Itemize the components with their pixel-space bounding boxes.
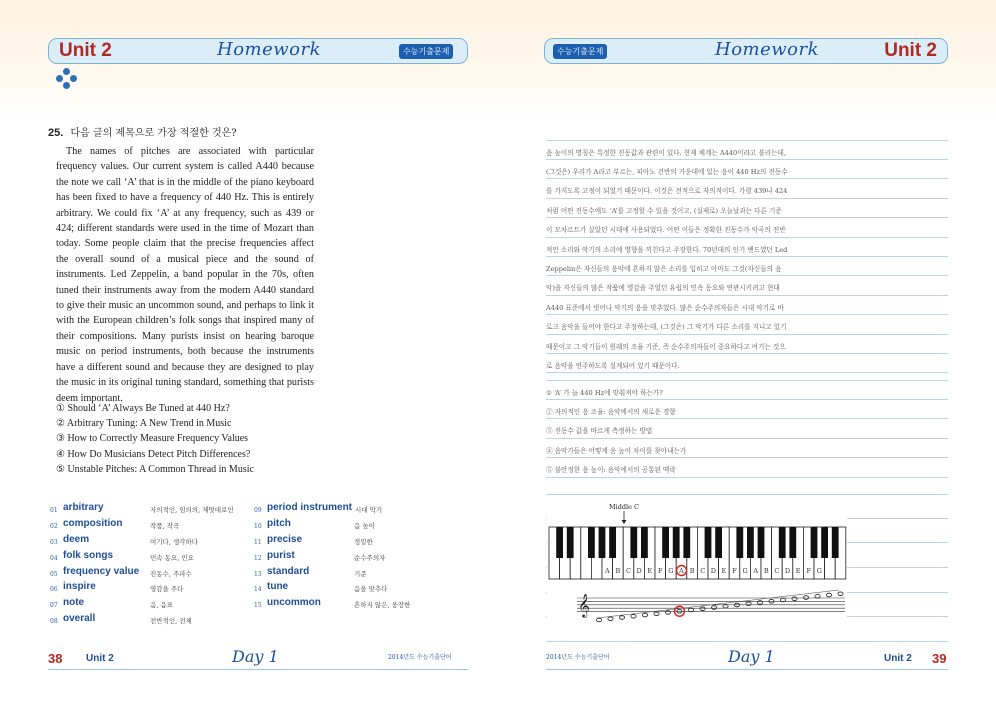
footer-day: Day 1	[232, 647, 279, 666]
black-key	[588, 527, 595, 558]
key-labels	[604, 566, 822, 576]
key-label: F	[732, 567, 737, 575]
vocab-row	[252, 550, 452, 566]
vocab-word: precise	[267, 533, 303, 545]
right-header	[544, 38, 948, 64]
vocab-word: note	[63, 597, 85, 609]
left-header	[48, 38, 468, 64]
vocab-meaning: 자의적인, 임의의, 제멋대로인	[150, 506, 234, 514]
black-key	[556, 527, 563, 558]
vocab-meaning: 음, 음표	[150, 601, 173, 610]
answer-translation: ② 자의적인 음 조율: 음악에서의 새로운 경향	[546, 400, 948, 420]
section-badge: 수능기출문제	[399, 44, 453, 59]
vocab-column-1	[48, 502, 248, 629]
translation-block	[546, 140, 948, 373]
note-head-icon	[792, 597, 797, 601]
footer-unit: Unit 2	[86, 653, 114, 664]
translation-line: 때문이고 그 악기들이 원래의 조율 기준, 즉 순수주의자들이 중요하다고 여기는 것으	[546, 335, 948, 354]
translation-line: A440 표준에서 벗어나 악기의 음을 맞추었다. 많은 순수주의자들은 시대 악기로 바	[546, 296, 948, 315]
key-label: G	[742, 567, 748, 575]
translation-line: 로 음악을 연주하도록 설계되어 있기 때문이다.	[546, 354, 948, 373]
vocab-word: period instrument	[267, 502, 353, 513]
option-2[interactable]: ② Arbitrary Tuning: A New Trend in Music	[56, 418, 232, 430]
key-label: C	[626, 567, 631, 575]
music-staff	[577, 590, 845, 622]
translation-line: 음 높이의 명칭은 특정한 진동값과 관련이 있다. 현재 체계는 A440이라고 불리는데,	[546, 140, 948, 160]
black-key	[609, 527, 616, 558]
answer-translations	[546, 380, 948, 478]
footer-divider	[48, 669, 468, 670]
vocab-meaning: 시대 악기	[355, 506, 383, 514]
option-3[interactable]: ③ How to Correctly Measure Frequency Values	[56, 433, 249, 445]
footer-divider	[546, 669, 948, 670]
vocab-number: 11	[254, 538, 262, 546]
vocab-meaning: 흔하지 않은, 웅장한	[354, 601, 411, 610]
key-label: C	[774, 567, 780, 575]
vocab-word: composition	[63, 517, 123, 529]
passage-text: The names of pitches are associated with particular frequency values. Our current system is called A440 because the note we call ‘A’ that is in the middle of the piano keyboard has been fixed to have a frequency of 440 Hz. This is entirely arbitrary. We could fix ‘A’ at any frequency, such as 439 or 424; different standards were used in the time of Mozart than today. Some people claim that the precise frequencies affect the overall sound of a musical piece and the sound of instruments. Led Zeppelin, a band popular in the 70s, often tuned their instruments away from the modern A440 standard to give their music an uncommon sound, and perhaps to link it with the European children’s folk songs that inspired many of their compositions. Many purists insist on hearing baroque music on period instruments, both because the instruments have a different sound and because they are designed to play the music in its original tuning standard, something that purists deem important.	[56, 146, 314, 404]
footer-unit: Unit 2	[884, 653, 912, 664]
vocab-row	[48, 518, 248, 534]
vocab-row	[48, 581, 248, 597]
vocab-row	[48, 502, 248, 518]
unit-title: Unit 2	[884, 40, 937, 61]
black-key	[673, 527, 680, 558]
vocab-number: 10	[254, 522, 262, 530]
black-key	[779, 527, 786, 558]
reading-passage	[56, 144, 314, 406]
page-number: 39	[932, 651, 947, 666]
section-badge: 수능기출문제	[553, 44, 607, 59]
note-head-icon	[596, 618, 601, 622]
vocab-word: overall	[63, 613, 96, 625]
middle-c-label: Middle C	[609, 503, 640, 511]
vocab-number: 06	[50, 586, 58, 594]
option-5[interactable]: ⑤ Unstable Pitches: A Common Thread in Music	[56, 463, 254, 475]
vocab-row	[252, 597, 452, 613]
option-4[interactable]: ④ How Do Musicians Detect Pitch Differences?	[56, 448, 251, 460]
key-label: B	[615, 567, 621, 575]
note-head-icon	[642, 613, 647, 617]
vocab-word: inspire	[63, 581, 96, 593]
vocab-number: 05	[50, 570, 58, 578]
answer-translation: ③ 진동수 값을 바르게 측정하는 방법	[546, 419, 948, 439]
vocab-meaning: 전반적인, 전체	[150, 617, 192, 626]
key-label: G	[668, 567, 674, 575]
translation-line: 악)을 자신들의 많은 작품에 영감을 주었던 유럽의 민속 동요와 연관시키려고 현대	[546, 276, 948, 295]
vocab-number: 07	[50, 602, 58, 610]
footer-book-title: 2014년도 수능기출단어	[546, 654, 610, 661]
vocab-word: standard	[267, 565, 310, 577]
key-label: E	[721, 567, 727, 575]
key-label: D	[636, 567, 642, 575]
option-1[interactable]: ① Should ‘A’ Always Be Tuned at 440 Hz?	[56, 403, 230, 414]
page-number: 38	[48, 651, 63, 666]
translation-line: 이 모차르트가 살았던 시대에 사용되었다. 어떤 이들은 정확한 진동수가 악곡의 전반	[546, 218, 948, 237]
dots-ornament-icon	[54, 68, 80, 90]
vocab-row	[48, 550, 248, 566]
vocab-number: 12	[254, 554, 262, 562]
note-head-icon	[711, 606, 716, 610]
key-label: F	[658, 567, 663, 575]
black-key	[736, 527, 743, 558]
vocab-meaning: 음을 맞추다	[354, 585, 388, 594]
vocab-number: 02	[50, 522, 58, 530]
vocab-row	[252, 502, 452, 518]
question-text: 다음 글의 제목으로 가장 적절한 것은?	[70, 128, 237, 139]
black-key	[599, 527, 606, 558]
key-label: A	[753, 567, 759, 575]
vocab-row	[252, 534, 452, 550]
highlight-circle-icon	[675, 606, 685, 616]
note-head-icon	[619, 616, 624, 620]
black-key	[789, 527, 796, 558]
note-head-icon	[654, 612, 659, 616]
note-head-icon	[815, 594, 820, 598]
homework-title: Homework	[715, 39, 820, 60]
key-label: D	[710, 567, 716, 575]
vocab-meaning: 여기다, 생각하다	[150, 537, 199, 546]
vocab-number: 04	[50, 554, 58, 562]
vocab-meaning: 민속 동요, 민요	[150, 553, 194, 562]
vocab-meaning: 기준	[354, 569, 367, 578]
vocab-number: 14	[254, 586, 262, 594]
black-key	[821, 527, 828, 558]
black-key	[630, 527, 637, 558]
vocab-row	[48, 597, 248, 613]
key-label: C	[700, 567, 706, 575]
key-label: A	[604, 567, 610, 575]
note-head-icon	[700, 607, 705, 611]
note-head-icon	[826, 593, 831, 597]
vocab-word: purist	[267, 549, 295, 561]
vocab-word: deem	[63, 533, 90, 545]
vocab-row	[252, 566, 452, 582]
vocab-word: uncommon	[267, 597, 321, 609]
answer-translation: ① ‘A’ 가 늘 440 Hz에 맞춰져야 하는가?	[546, 380, 948, 400]
vocab-word: arbitrary	[63, 502, 104, 513]
vocab-meaning: 영감을 주다	[150, 585, 184, 594]
footer-day: Day 1	[728, 647, 775, 666]
question-number: 25.	[48, 127, 64, 139]
black-key	[662, 527, 669, 558]
answer-translation: ④ 음악가들은 어떻게 음 높이 차이를 찾아내는가	[546, 439, 948, 459]
vocab-number: 03	[50, 538, 58, 546]
footer-book-title: 2014년도 수능기출단어	[388, 654, 452, 661]
question-heading	[48, 124, 237, 139]
vocab-row	[252, 581, 452, 597]
black-key	[758, 527, 765, 558]
vocab-meaning: 정밀한	[354, 537, 373, 546]
black-key	[811, 527, 818, 558]
vocab-number: 09	[254, 507, 262, 514]
key-label: F	[806, 567, 811, 575]
vocab-number: 13	[254, 570, 262, 578]
key-label: B	[763, 567, 769, 575]
key-label: E	[795, 567, 801, 575]
vocab-number: 01	[50, 507, 58, 514]
vocab-word: folk songs	[63, 549, 114, 561]
arrow-head-icon	[622, 520, 627, 524]
black-key	[641, 527, 648, 558]
answer-translation: ⑤ 불안정한 음 높이: 음악에서의 공통된 맥락	[546, 458, 948, 478]
pitch-slope-line	[597, 590, 839, 618]
vocab-word: frequency value	[63, 565, 140, 577]
vocab-row	[48, 566, 248, 582]
vocab-meaning: 순수주의자	[354, 553, 386, 562]
vocab-meaning: 음 높이	[354, 521, 375, 530]
black-key	[683, 527, 690, 558]
key-label: A	[679, 567, 684, 575]
key-label: D	[784, 567, 791, 575]
key-label: B	[689, 567, 695, 575]
vocab-meaning: 진동수, 주파수	[150, 569, 192, 578]
note-head-icon	[608, 617, 613, 621]
black-key	[747, 527, 754, 558]
vocab-row	[48, 534, 248, 550]
black-key	[567, 527, 574, 558]
vocab-row	[48, 613, 248, 629]
black-key	[715, 527, 722, 558]
translation-line: Zeppelin은 자신들의 음악에 흔하지 않은 소리를 입히고 아마도 그것(자신들의 음	[546, 257, 948, 276]
translation-line: 를 가지도록 고정이 되었기 때문이다. 이것은 전적으로 자의적이다. 가령 439나 424	[546, 179, 948, 198]
vocab-row	[252, 518, 452, 534]
vocab-column-2	[252, 502, 452, 613]
key-label: G	[816, 567, 822, 575]
vocab-word: tune	[267, 581, 289, 593]
note-head-icon	[803, 596, 808, 600]
piano-keyboard-figure	[547, 500, 847, 630]
unit-title: Unit 2	[59, 40, 112, 61]
note-head-icon	[688, 608, 693, 612]
vocab-word: pitch	[267, 517, 291, 529]
translation-line: (그것은) 우리가 A라고 부르는, 피아노 건반의 가운데에 있는 음이 440 Hz의 진동수	[546, 160, 948, 179]
note-head-icon	[677, 609, 682, 613]
note-head-icon	[665, 611, 670, 615]
answer-options	[56, 403, 326, 479]
translation-line: 로크 음악을 들어야 한다고 주장하는데, (그것은) 그 악기가 다른 소리를 지니고 있기	[546, 315, 948, 334]
translation-line: 처럼 어떤 진동수에도 ‘A’를 고정할 수 있을 것이고, (실제로) 오늘날과는 다른 기준	[546, 199, 948, 218]
note-head-icon	[838, 592, 843, 596]
black-key	[705, 527, 712, 558]
homework-title: Homework	[217, 39, 322, 60]
vocab-number: 08	[50, 618, 58, 626]
translation-line: 적인 소리와 악기의 소리에 영향을 끼친다고 주장한다. 70년대의 인기 밴드였던 Led	[546, 238, 948, 257]
black-key	[832, 527, 839, 558]
note-head-icon	[631, 614, 636, 618]
vocab-number: 15	[254, 602, 262, 610]
key-label: E	[647, 567, 653, 575]
vocab-meaning: 작품, 작곡	[150, 521, 180, 530]
treble-clef-icon: 𝄞	[578, 593, 590, 617]
